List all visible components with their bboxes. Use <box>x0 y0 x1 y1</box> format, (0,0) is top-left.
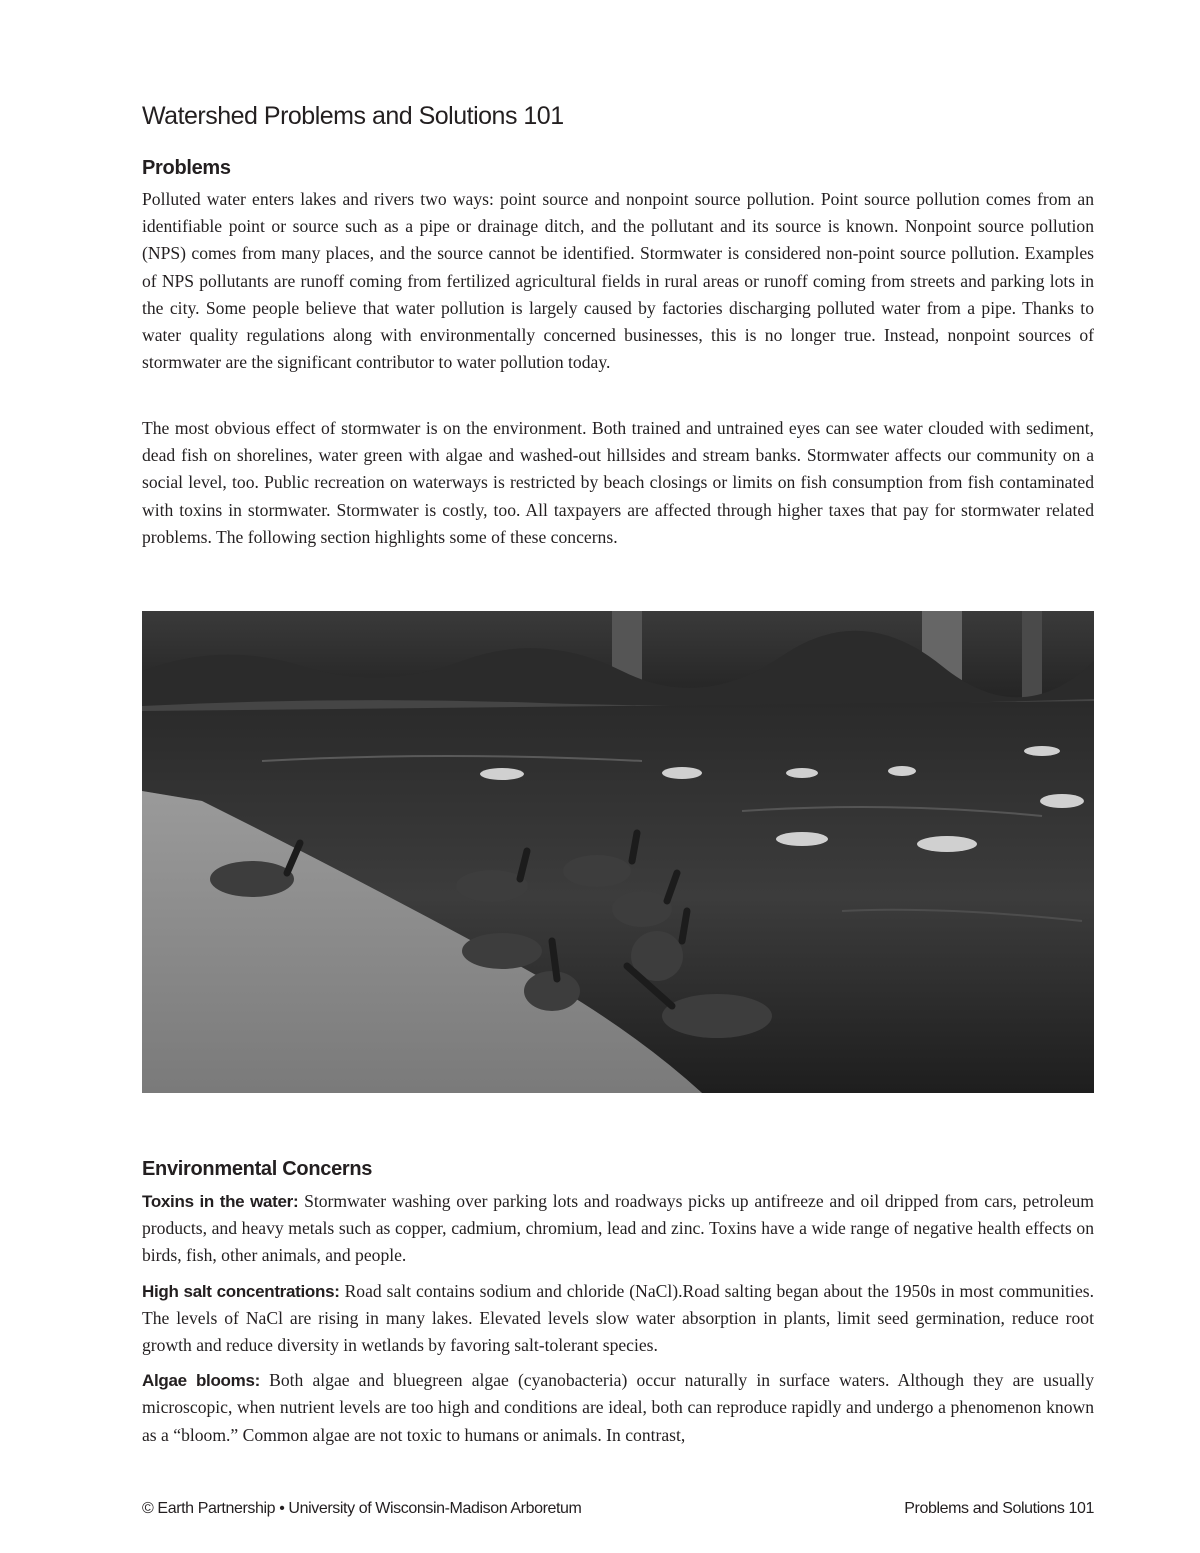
page-footer <box>142 1500 1094 1518</box>
concern-toxins-text: Stormwater washing over parking lots and roadways picks up antifreeze and oil dripped from cars, petroleum products, and heavy metals such as copper, cadmium, chromium, lead and zinc. Toxins have a wide range of negative health effects on birds, fish, other animals, and people. <box>142 1191 1094 1266</box>
concern-algae-lead: Algae blooms: <box>142 1371 260 1391</box>
page-title: Watershed Problems and Solutions 101 <box>142 102 564 130</box>
concern-toxins-lead: Toxins in the water: <box>142 1192 299 1211</box>
footer-page-label: Problems and Solutions 101 <box>904 1500 1094 1517</box>
concern-toxins <box>142 1188 1094 1270</box>
problems-paragraph-2: The most obvious effect of stormwater is on the environment. Both trained and untrained eyes can see water clouded with sediment, dead fish on shorelines, water green with algae and washed-out hillsides and stream banks. Stormwater affects our community on a social level, too. Public recreation on waterways is restricted by beach closings or limits on fish consumption from fish contaminated with toxins in stormwater. Stormwater is costly, too. All taxpayers are affected through higher taxes that pay for stormwater related problems. The following section highlights some of these concerns. <box>142 418 1094 547</box>
concern-algae <box>142 1367 1094 1449</box>
environmental-concerns-list <box>142 1188 1094 1457</box>
footer-credit: © Earth Partnership • University of Wisconsin-Madison Arboretum <box>142 1500 582 1517</box>
concern-algae-text: Both algae and bluegreen algae (cyanobacteria) occur naturally in surface waters. Although they are usually microscopic, when nutrient levels are too high and conditions are ideal, both can reproduce rapidly and undergo a phenomenon known as a “bloom.” Common algae are not toxic to humans or animals. In contrast, <box>142 1370 1094 1445</box>
concern-salt-lead: High salt concentrations: <box>142 1281 340 1301</box>
problems-paragraph-1: Polluted water enters lakes and rivers two ways: point source and nonpoint source pollution. Point source pollution comes from an identifiable point or source such as a pipe or drainage ditch, and the pollutant and its source is known. Nonpoint source pollution (NPS) comes from many places, and the source cannot be identified. Stormwater is considered non-point source pollution. Examples of NPS pollutants are runoff coming from fertilized agricultural fields in rural areas or runoff coming from streets and parking lots in the city. Some people believe that water pollution is largely caused by factories discharging polluted water from a pipe. Thanks to water quality regulations along with environmentally concerned businesses, this is no longer true. Instead, nonpoint sources of stormwater are the significant contributor to water pollution today. <box>142 189 1094 373</box>
geese-by-pond-photo <box>142 611 1094 1093</box>
concern-salt <box>142 1278 1094 1360</box>
concern-salt-text: Road salt contains sodium and chloride (NaCl).Road salting began about the 1950s in most communities. The levels of NaCl are rising in many lakes. Elevated levels slow water absorption in plants, limit seed germination, reduce root growth and reduce diversity in wetlands by favoring salt-tolerant species. <box>142 1280 1094 1356</box>
problems-heading: Problems <box>142 157 231 179</box>
environmental-concerns-heading: Environmental Concerns <box>142 1158 373 1180</box>
